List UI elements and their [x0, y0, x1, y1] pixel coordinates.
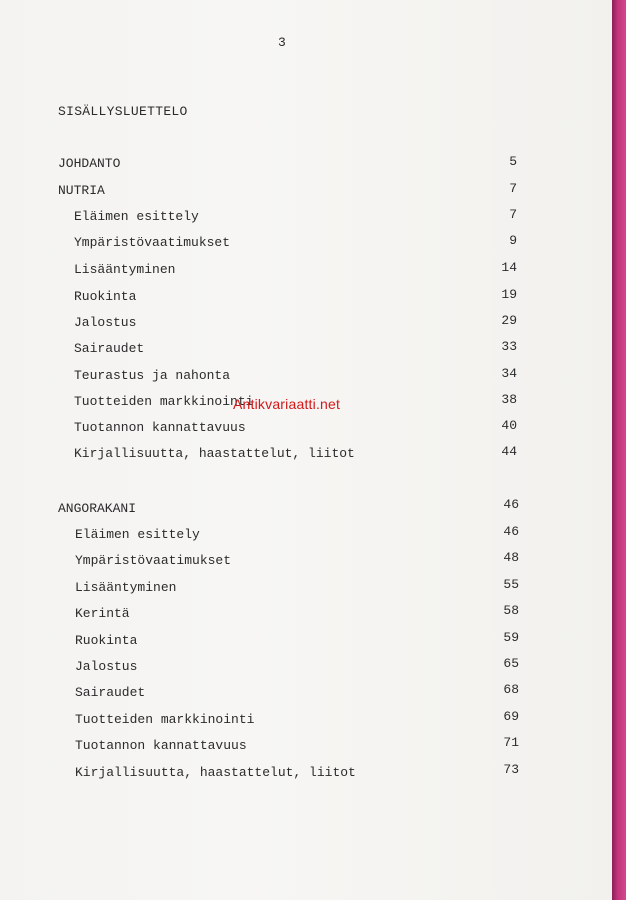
toc-item-label: Jalostus	[75, 659, 138, 674]
toc-item-label: Teurastus ja nahonta	[74, 368, 231, 383]
toc-item-label: Ruokinta	[75, 633, 138, 648]
toc-page-number: 46	[503, 497, 519, 512]
toc-page-number: 59	[503, 630, 519, 645]
toc-page-number: 46	[503, 524, 519, 539]
toc-item-label: Tuotannon kannattavuus	[75, 738, 247, 753]
toc-page-number: 44	[501, 444, 517, 459]
toc-item-label: Ympäristövaatimukset	[74, 235, 231, 250]
toc-page-number: 14	[501, 260, 517, 275]
toc-item-label: Tuotannon kannattavuus	[74, 420, 246, 435]
toc-item-label: Lisääntyminen	[75, 580, 177, 595]
toc-item-label: Kirjallisuutta, haastattelut, liitot	[74, 446, 355, 461]
toc-item-label: Sairaudet	[74, 341, 145, 356]
toc-page-number: 73	[503, 762, 519, 777]
page-number: 3	[278, 35, 286, 50]
toc-item-label: Jalostus	[74, 315, 137, 330]
toc-page-number: 58	[503, 603, 519, 618]
toc-item-label: Kirjallisuutta, haastattelut, liitot	[75, 765, 356, 780]
toc-page-number: 9	[509, 233, 517, 248]
toc-item-label: Tuotteiden markkinointi	[74, 394, 254, 409]
toc-section-title: JOHDANTO	[58, 156, 121, 171]
toc-page-number: 69	[503, 709, 519, 724]
toc-page-number: 19	[501, 287, 517, 302]
toc-section-title: ANGORAKANI	[58, 501, 137, 516]
toc-item-label: Eläimen esittely	[75, 527, 200, 542]
toc-item-label: Tuotteiden markkinointi	[75, 712, 255, 727]
toc-page-number: 40	[501, 418, 517, 433]
toc-page-number: 55	[503, 577, 519, 592]
toc-page-number: 38	[501, 392, 517, 407]
toc-item-label: Sairaudet	[75, 685, 146, 700]
page-edge	[612, 0, 626, 900]
toc-page-number: 65	[503, 656, 519, 671]
toc-page-number: 5	[509, 154, 517, 169]
toc-page-number: 7	[509, 207, 517, 222]
toc-page-number: 34	[501, 366, 517, 381]
toc-page-number: 7	[509, 181, 517, 196]
toc-item-label: Lisääntyminen	[74, 262, 176, 277]
toc-page-number: 68	[503, 682, 519, 697]
toc-section-title: NUTRIA	[58, 183, 105, 198]
toc-page-number: 71	[503, 735, 519, 750]
watermark-text: Antikvariaatti.net	[233, 396, 341, 412]
toc-item-label: Ympäristövaatimukset	[75, 553, 232, 568]
toc-item-label: Ruokinta	[74, 289, 137, 304]
toc-heading: SISÄLLYSLUETTELO	[58, 104, 188, 119]
toc-page-number: 29	[501, 313, 517, 328]
toc-item-label: Eläimen esittely	[74, 209, 199, 224]
toc-item-label: Kerintä	[75, 606, 130, 621]
toc-page-number: 48	[503, 550, 519, 565]
toc-page-number: 33	[501, 339, 517, 354]
